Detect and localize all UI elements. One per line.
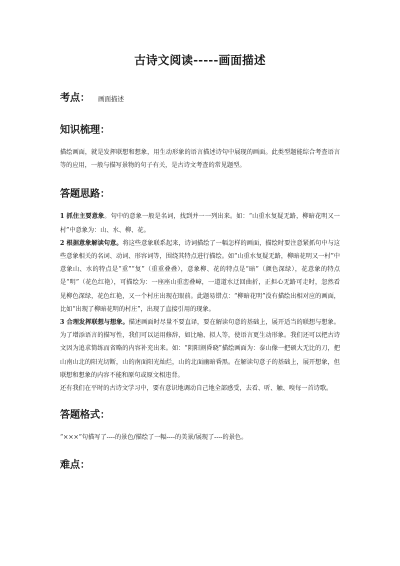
- silu-point-1-lead: 1 抓住主要意象: [60, 213, 105, 221]
- silu-point-2: [60, 237, 340, 316]
- kaodian-label: 考点：: [60, 93, 90, 104]
- silu-heading: 答题思路：: [60, 189, 110, 201]
- silu-point-2-lead: 2 根据意象解读句意。: [60, 239, 123, 247]
- silu-point-2-text: 将这些意象联系起来，诗词描绘了一幅怎样的画面，描绘时要注意紧抓句中与这些意象相关的名词、动词、形容词等，围绕其特点进行描绘。如“山重水复疑无路，柳暗花明又一村”中意象山、水的特点是“重”“复”（重重叠叠），意象柳、花的特点是“暗”（颜色深绿），花意象的特点是“明”（花色红艳），可描绘为：一座座山重峦叠嶂，一道道水迂回曲折，正担心无路可走时，忽然看见柳色深绿，花色红艳，又一个村庄出现在眼前。此题易错点：“柳暗花明”没有描绘出相对应的画面，比如“出现了柳暗花明的村庄”，出现了直接引用的现象。: [60, 239, 340, 313]
- kaodian-value: 画面描述: [98, 95, 124, 103]
- silu-point-1-text: 。句中的意象一般是名词，找到并一一列出来。如：“山重水复疑无路，柳暗花明又一村”中意象为：山、水、柳、花。: [60, 213, 340, 234]
- document-title: 古诗文阅读-----画面描述: [134, 53, 266, 67]
- zhishi-heading: 知识梳理：: [60, 125, 110, 136]
- silu-point-3-text: 描述画面时尽量不要直译，要在解读句意的基础上，展开适当的联想与想象。为了增添语言的描写性，我们可以运用修辞，如比喻、拟人等，使语言更生动形象。我们还可以把古诗文因为追求简练而省略的内容补充出来。如：“阴阳割昏晓”描绘画面为：泰山像一把硕大无比的刀，把山南山北的阳光切断，山的南面阳光灿烂，山的北面幽暗昏黑。在解读句意子的基础上，展开想象，但联想和想象的内容不能和原句或原文相违背。: [60, 319, 340, 379]
- silu-point-3-lead: 3 合理发挥联想与想象。: [60, 319, 129, 327]
- silu-point-3: [60, 316, 340, 382]
- nandian-heading: 难点：: [60, 460, 90, 472]
- zhishi-paragraph: 描绘画面，就是发挥联想和想象，用生动形象的语言描述诗句中展现的画面。此类型题能综合考查语言等的应用，一般与描写景物的句子有关，是古诗文考查的常见题型。: [60, 149, 340, 170]
- kaodian-row: [60, 89, 340, 104]
- geshi-template: “×××”句描写了----的景色/描绘了一幅----的美景/展现了----的景色。: [60, 434, 248, 442]
- silu-point-1: [60, 210, 340, 236]
- geshi-heading: 答题格式：: [60, 410, 110, 422]
- silu-point-4: 还有我们在平时的古诗文学习中，要有意识地调动自己地全部感受，去看、听、触、嗅每一首诗歌。: [60, 385, 333, 393]
